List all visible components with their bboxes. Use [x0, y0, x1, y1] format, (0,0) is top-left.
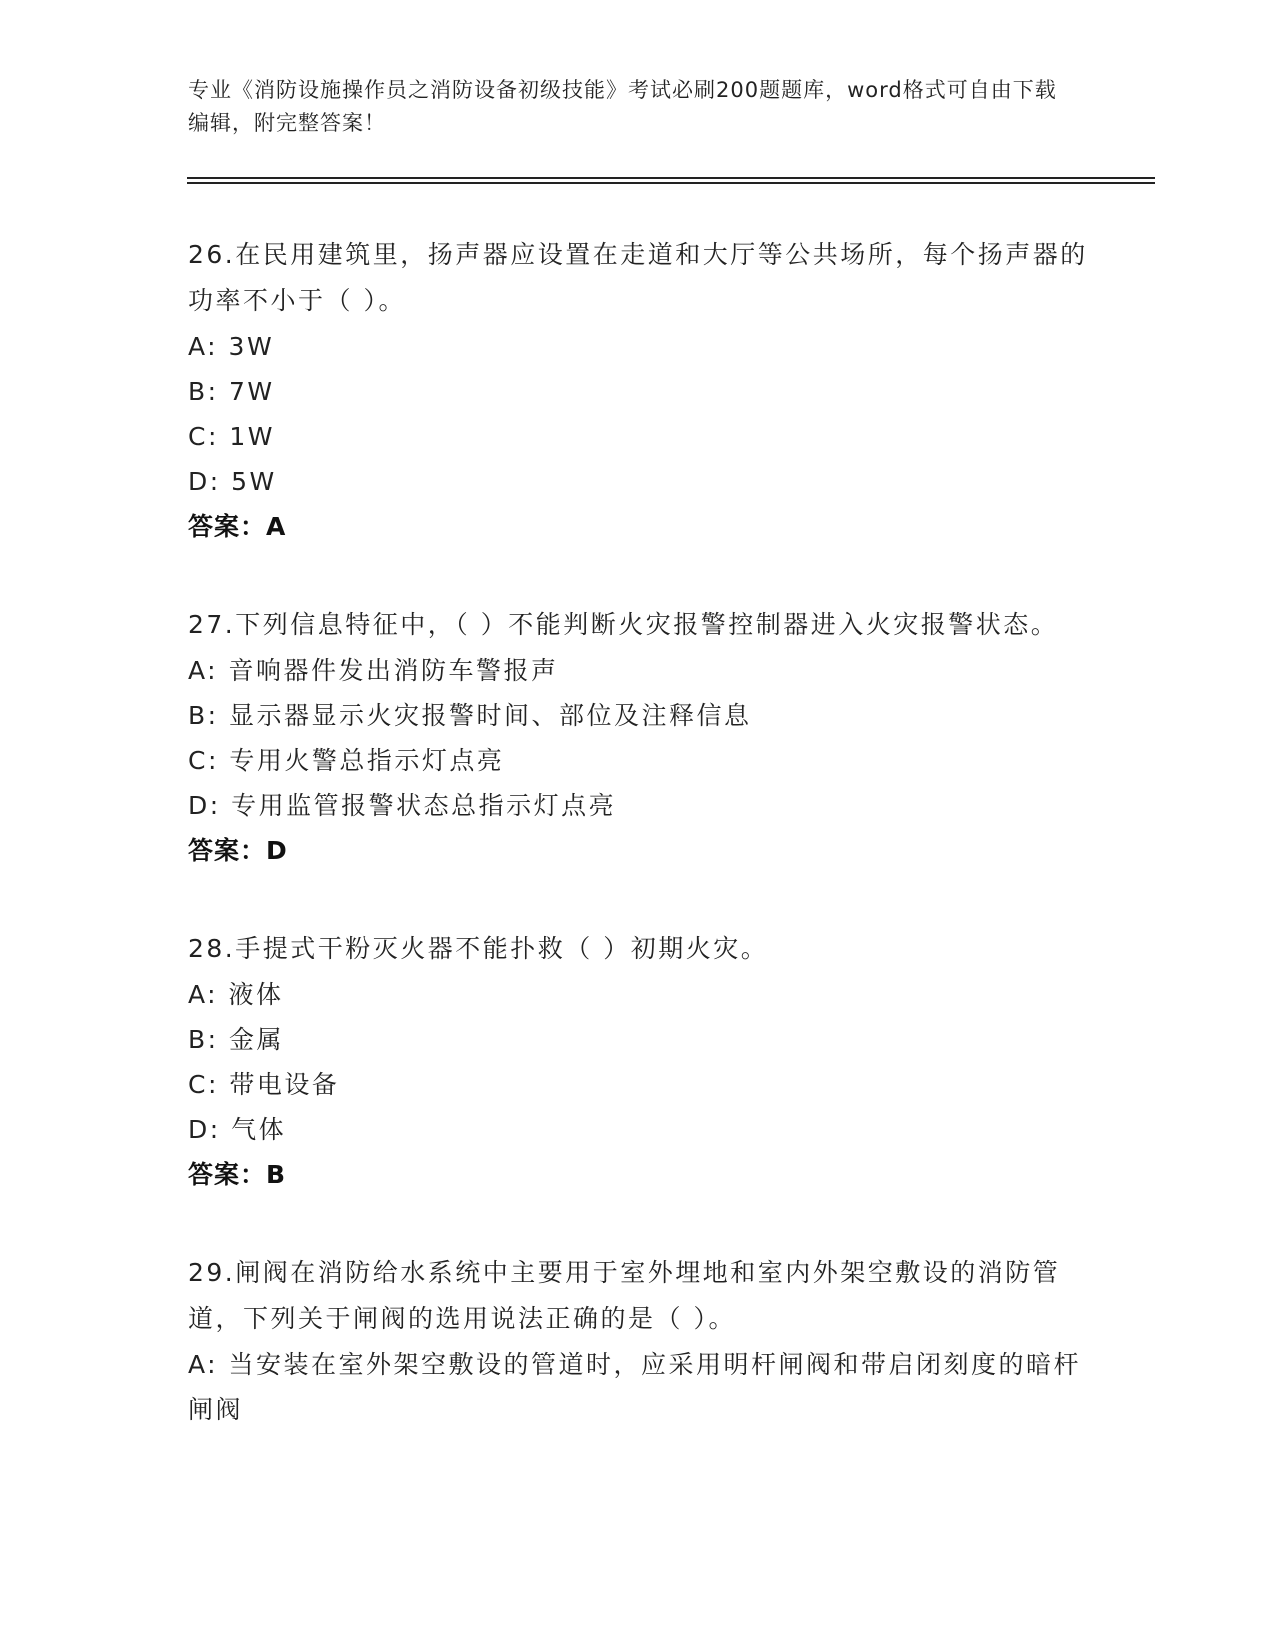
- option-d: D: 专用监管报警状态总指示灯点亮: [188, 791, 617, 820]
- option-c: C: 专用火警总指示灯点亮: [188, 746, 505, 775]
- question-28: [188, 926, 1088, 1198]
- question-29: [188, 1250, 1088, 1432]
- question-26: [188, 232, 1088, 550]
- answer-label: 答案：B: [188, 1160, 287, 1189]
- option-a: A: 当安装在室外架空敷设的管道时，应采用明杆闸阀和带启闭刻度的暗杆闸阀: [188, 1350, 1082, 1424]
- option-a: A: 3W: [188, 332, 275, 361]
- option-b: B: 金属: [188, 1025, 285, 1054]
- answer-label: 答案：A: [188, 512, 287, 541]
- question-stem: 29.闸阀在消防给水系统中主要用于室外埋地和室内外架空敷设的消防管道，下列关于闸阀的选用说法正确的是（ ）。: [188, 1258, 1061, 1333]
- header-divider-top: [187, 177, 1155, 179]
- question-stem: 28.手提式干粉灭火器不能扑救（ ）初期火灾。: [188, 934, 769, 963]
- answer-label: 答案：D: [188, 836, 288, 865]
- option-b: B: 7W: [188, 377, 275, 406]
- question-list: [188, 232, 1088, 1484]
- document-intro: 专业《消防设施操作员之消防设备初级技能》考试必刷200题题库，word格式可自由下载编辑，附完整答案！: [188, 78, 1057, 135]
- question-stem: 26.在民用建筑里，扬声器应设置在走道和大厅等公共场所，每个扬声器的功率不小于（ ）。: [188, 240, 1088, 315]
- option-d: D: 气体: [188, 1115, 287, 1144]
- option-d: D: 5W: [188, 467, 277, 496]
- header-divider-bottom: [187, 182, 1155, 184]
- question-27: [188, 602, 1088, 874]
- option-c: C: 带电设备: [188, 1070, 340, 1099]
- option-a: A: 音响器件发出消防车警报声: [188, 656, 559, 685]
- option-c: C: 1W: [188, 422, 275, 451]
- option-b: B: 显示器显示火灾报警时间、部位及注释信息: [188, 701, 752, 730]
- question-stem: 27.下列信息特征中，（ ）不能判断火灾报警控制器进入火灾报警状态。: [188, 610, 1059, 639]
- option-a: A: 液体: [188, 980, 284, 1009]
